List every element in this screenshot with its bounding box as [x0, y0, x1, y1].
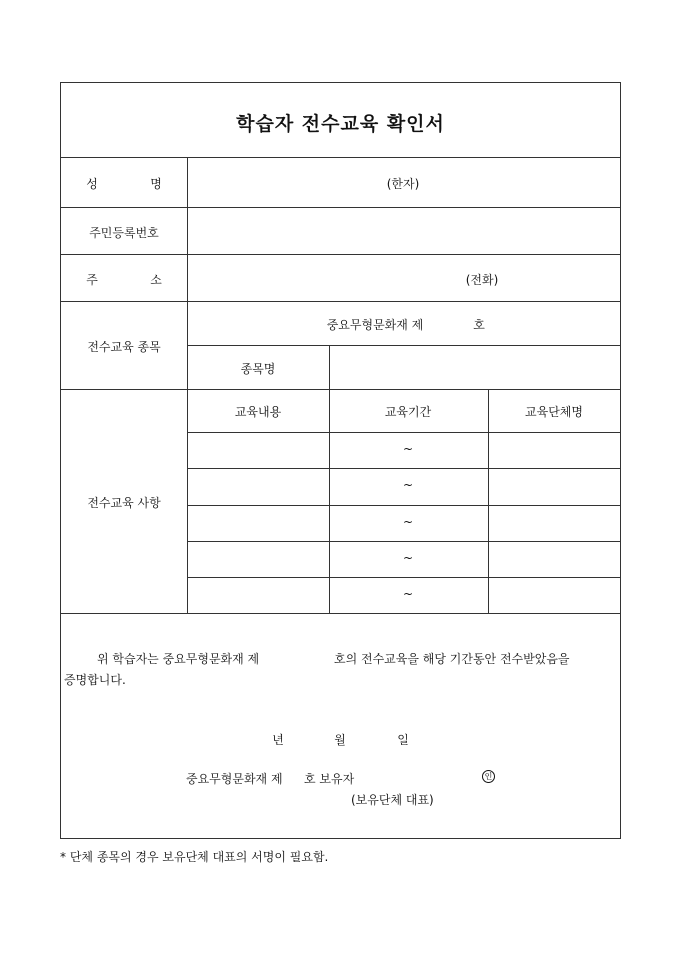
statement-line1-a: 위 학습자는 중요무형문화재 제	[97, 652, 260, 666]
divider	[187, 577, 620, 578]
divider	[187, 345, 620, 346]
phone-hint: (전화)	[465, 273, 499, 287]
divider	[61, 207, 620, 208]
seal-mark	[482, 769, 495, 783]
period-mark: ~	[402, 515, 414, 529]
date-year: 년	[272, 733, 284, 747]
divider	[61, 301, 620, 302]
divider	[187, 505, 620, 506]
subject-designation-prefix: 중요무형문화재 제	[326, 318, 424, 332]
rrn-label: 주민등록번호	[89, 226, 159, 240]
period-mark: ~	[402, 551, 414, 565]
divider	[61, 613, 620, 614]
divider	[187, 468, 620, 469]
period-mark: ~	[402, 587, 414, 601]
header-content: 교육내용	[234, 405, 282, 419]
holder-designation-suffix: 호 보유자	[304, 772, 355, 786]
holder-designation-prefix: 중요무형문화재 제	[186, 772, 283, 786]
period-mark: ~	[402, 478, 414, 492]
period-mark: ~	[402, 442, 414, 456]
divider	[61, 254, 620, 255]
divider	[61, 389, 620, 390]
form-title: 학습자 전수교육 확인서	[236, 113, 445, 135]
divider	[187, 541, 620, 542]
name-label-2: 명	[150, 177, 162, 191]
name-label-1: 성	[86, 177, 98, 191]
statement-line2: 증명합니다.	[64, 673, 126, 687]
confirmation-form	[60, 82, 621, 839]
address-label-2: 소	[150, 273, 162, 287]
subject-name-label: 종목명	[240, 362, 276, 376]
header-organization: 교육단체명	[525, 405, 583, 419]
divider	[187, 432, 620, 433]
footnote: * 단체 종목의 경우 보유단체 대표의 서명이 필요함.	[60, 850, 329, 864]
column-divider	[187, 157, 188, 613]
statement-line1-b: 호의 전수교육을 해당 기간동안 전수받았음을	[334, 652, 570, 666]
subject-designation-suffix: 호	[473, 318, 485, 332]
column-divider	[329, 389, 330, 613]
address-label-1: 주	[86, 273, 98, 287]
divider	[61, 157, 620, 158]
column-divider	[488, 389, 489, 613]
subject-label: 전수교육 종목	[87, 340, 161, 354]
column-divider	[329, 345, 330, 389]
details-label: 전수교육 사항	[87, 496, 161, 510]
seal-mark-glyph: 인	[482, 770, 495, 783]
name-hanja-hint: (한자)	[386, 177, 420, 191]
header-period: 교육기간	[384, 405, 432, 419]
holder-representative: (보유단체 대표)	[351, 793, 434, 807]
date-day: 일	[397, 733, 409, 747]
date-month: 월	[334, 733, 346, 747]
